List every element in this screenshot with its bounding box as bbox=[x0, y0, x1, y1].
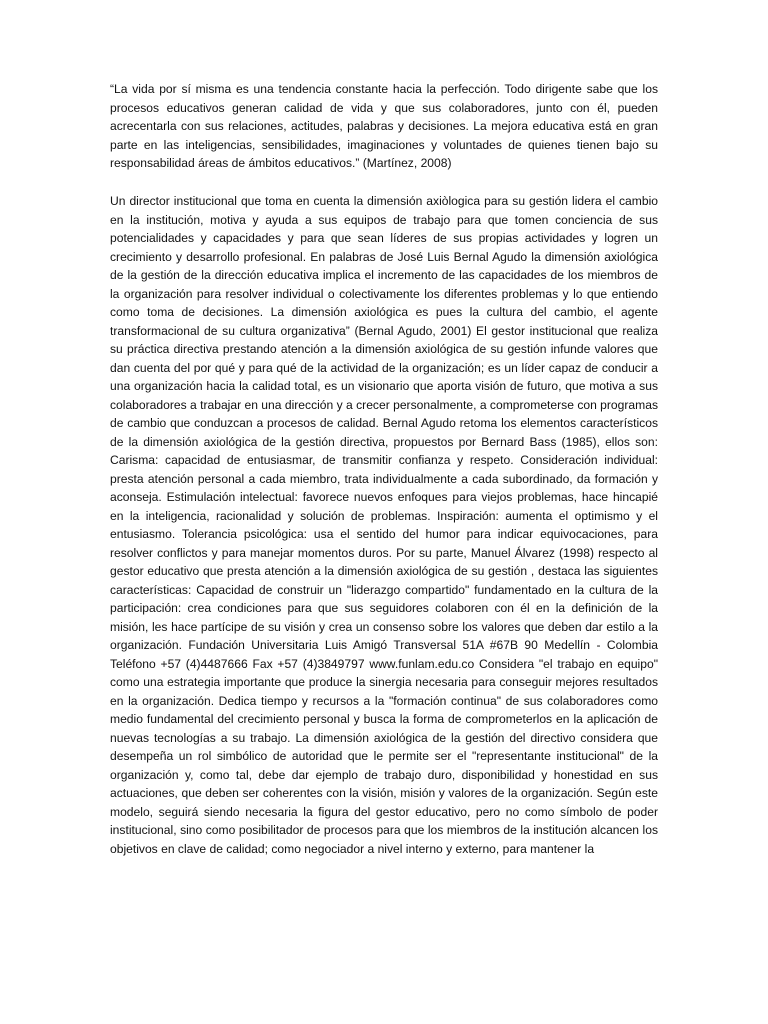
quote-paragraph: “La vida por sí misma es una tendencia constante hacia la perfección. Todo dirigente sabe que los procesos educativos generan calidad de vida y que sus colaboradores, junto con él, pueden acrecentarla con sus relaciones, actitudes, palabras y decisiones. La mejora educativa está en gran parte en las inteligencias, sensibilidades, imaginaciones y voluntades de quienes tienen bajo su responsabilidad áreas de ámbitos educativos.” (Martínez, 2008) bbox=[110, 82, 658, 170]
body-paragraph: Un director institucional que toma en cuenta la dimensión axiòlogica para su gestión lidera el cambio en la institución, motiva y ayuda a sus equipos de trabajo para que tomen conciencia de sus potencialidades y capacidades y para que sean líderes de sus propias actividades y logren un crecimiento y desarrollo profesional. En palabras de José Luis Bernal Agudo la dimensión axiológica de la gestión de la dirección educativa implica el incremento de las capacidades de los miembros de la organización para resolver individual o colectivamente los diferentes problemas y lo que entiendo como toma de decisiones. La dimensión axiológica es pues la cultura del cambio, el agente transformacional de su cultura organizativa” (Bernal Agudo, 2001) El gestor institucional que realiza su práctica directiva prestando atención a la dimensión axiológica de su gestión infunde valores que dan cuenta del por qué y para qué de la actividad de la organización; es un líder capaz de conducir a una organización hacia la calidad total, es un visionario que aporta visión de futuro, que motiva a sus colaboradores a trabajar en una dirección y a crecer personalmente, a comprometerse con programas de cambio que conduzcan a procesos de calidad. Bernal Agudo retoma los elementos característicos de la dimensión axiológica de la gestión directiva, propuestos por Bernard Bass (1985), ellos son: Carisma: capacidad de entusiasmar, de transmitir confianza y respeto. Consideración individual: presta atención personal a cada miembro, trata individualmente a cada subordinado, da formación y aconseja. Estimulación intelectual: favorece nuevos enfoques para viejos problemas, hace hincapié en la inteligencia, racionalidad y solución de problemas. Inspiración: aumenta el optimismo y el entusiasmo. Tolerancia psicológica: usa el sentido del humor para indicar equivocaciones, para resolver conflictos y para manejar momentos duros. Por su parte, Manuel Álvarez (1998) respecto al gestor educativo que presta atención a la dimensión axiológica de su gestión , destaca las siguientes características: Capacidad de construir un "liderazgo compartido" fundamentado en la cultura de la participación: crea condiciones para que sus seguidores colaboren con él en la definición de la misión, les hace partícipe de su visión y crea un consenso sobre los valores que deben dar estilo a la organización. Fundación Universitaria Luis Amigó Transversal 51A #67B 90 Medellín - Colombia Teléfono +57 (4)4487666 Fax +57 (4)3849797 www.funlam.edu.co Considera "el trabajo en equipo" como una estrategia importante que produce la sinergia necesaria para conseguir mejores resultados en la organización. Dedica tiempo y recursos a la "formación continua" de sus colaboradores como medio fundamental del crecimiento personal y busca la forma de comprometerlos en la aplicación de nuevas tecnologías a su trabajo. La dimensión axiológica de la gestión del directivo considera que desempeña un rol simbólico de autoridad que le permite ser el "representante institucional" de la organización y, como tal, debe dar ejemplo de trabajo duro, disponibilidad y honestidad en sus actuaciones, que deben ser coherentes con la visión, misión y valores de la organización. Según este modelo, seguirá siendo necesaria la figura del gestor educativo, pero no como símbolo de poder institucional, sino como posibilitador de procesos para que los miembros de la institución alcancen los objetivos en clave de calidad; como negociador a nivel interno y externo, para mantener la bbox=[110, 194, 658, 856]
quote-paragraph-block bbox=[110, 80, 658, 173]
body-paragraph-block bbox=[110, 192, 658, 858]
